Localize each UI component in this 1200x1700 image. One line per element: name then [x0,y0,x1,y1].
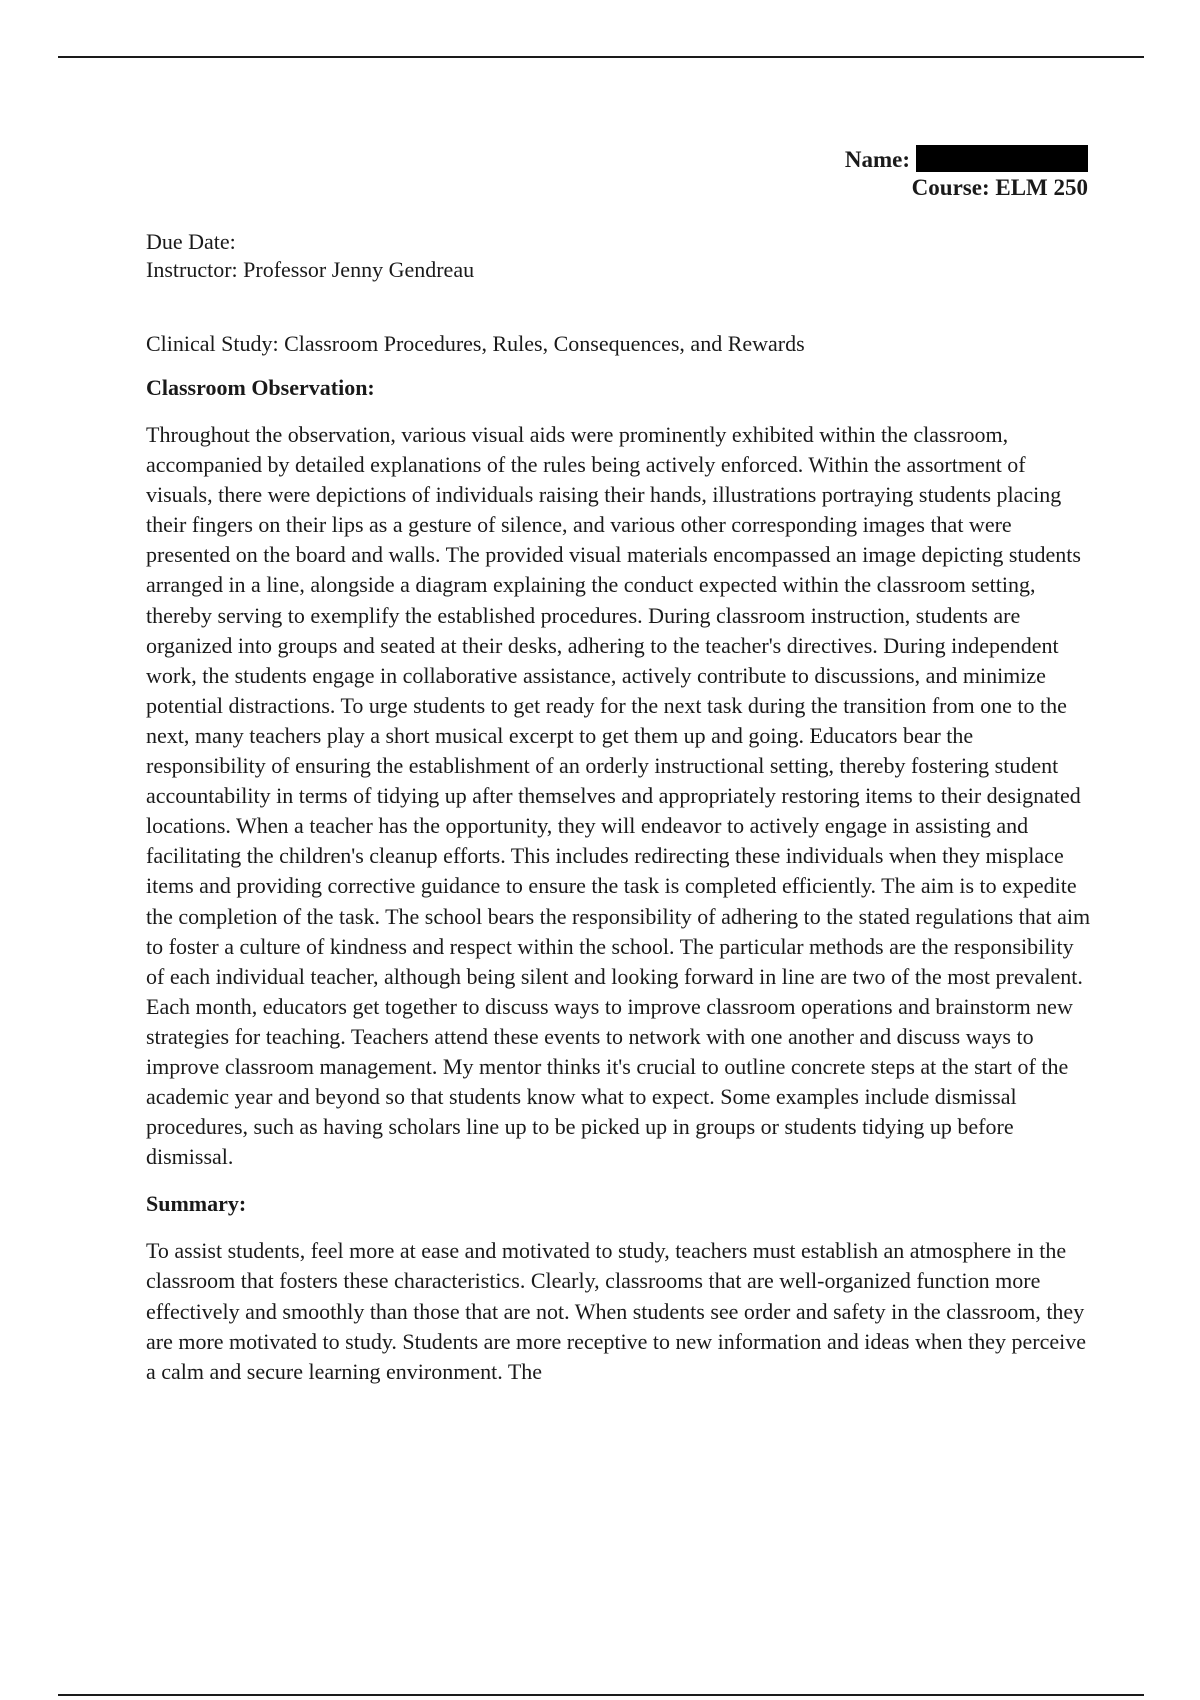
bottom-divider [58,1694,1144,1696]
course-label: Course: ELM 250 [911,175,1088,200]
document-body [146,228,1092,1387]
name-label: Name: [844,147,910,172]
observation-paragraph: Throughout the observation, various visual aids were prominently exhibited within the classroom, accompanied by detailed explanations of the rules being actively enforced. Within the assortment of visuals, there were depictions of individuals raising their hands, illustrations portraying students placing their fingers on their lips as a gesture of silence, and various other corresponding images that were presented on the board and walls. The provided visual materials encompassed an image depicting students arranged in a line, alongside a diagram explaining the conduct expected within the classroom setting, thereby serving to exemplify the established procedures. During classroom instruction, students are organized into groups and seated at their desks, adhering to the teacher's directives. During independent work, the students engage in collaborative assistance, actively contribute to discussions, and minimize potential distractions. To urge students to get ready for the next task during the transition from one to the next, many teachers play a short musical excerpt to get them up and going. Educators bear the responsibility of ensuring the establishment of an orderly instructional setting, thereby fostering student accountability in terms of tidying up after themselves and appropriately restoring items to their designated locations. When a teacher has the opportunity, they will endeavor to actively engage in assisting and facilitating the children's cleanup efforts. This includes redirecting these individuals when they misplace items and providing corrective guidance to ensure the task is completed efficiently. The aim is to expedite the completion of the task. The school bears the responsibility of adhering to the stated regulations that aim to foster a culture of kindness and respect within the school. The particular methods are the responsibility of each individual teacher, although being silent and looking forward in line are two of the most prevalent. Each month, educators get together to discuss ways to improve classroom operations and brainstorm new strategies for teaching. Teachers attend these events to network with one another and discuss ways to improve classroom management. My mentor thinks it's crucial to outline concrete steps at the start of the academic year and beyond so that students know what to expect. Some examples include dismissal procedures, such as having scholars line up to be picked up in groups or students tidying up before dismissal. [146,422,1091,1170]
instructor: Instructor: Professor Jenny Gendreau [146,257,475,282]
due-date: Due Date: [146,229,236,254]
summary-heading: Summary: [146,1191,247,1217]
redacted-name-block [916,145,1088,172]
summary-paragraph: To assist students, feel more at ease and motivated to study, teachers must establish an atmosphere in the classroom that fosters these characteristics. Clearly, classrooms that are well-organized function more effectively and smoothly than those that are not. When students see order and safety in the classroom, they are more motivated to study. Students are more receptive to new information and ideas when they perceive a calm and secure learning environment. The [146,1238,1086,1384]
observation-heading: Classroom Observation: [146,375,375,400]
name-line [845,145,1088,174]
top-divider [58,56,1144,58]
student-header [845,145,1088,202]
study-title: Clinical Study: Classroom Procedures, Rules, Consequences, and Rewards [146,331,805,356]
